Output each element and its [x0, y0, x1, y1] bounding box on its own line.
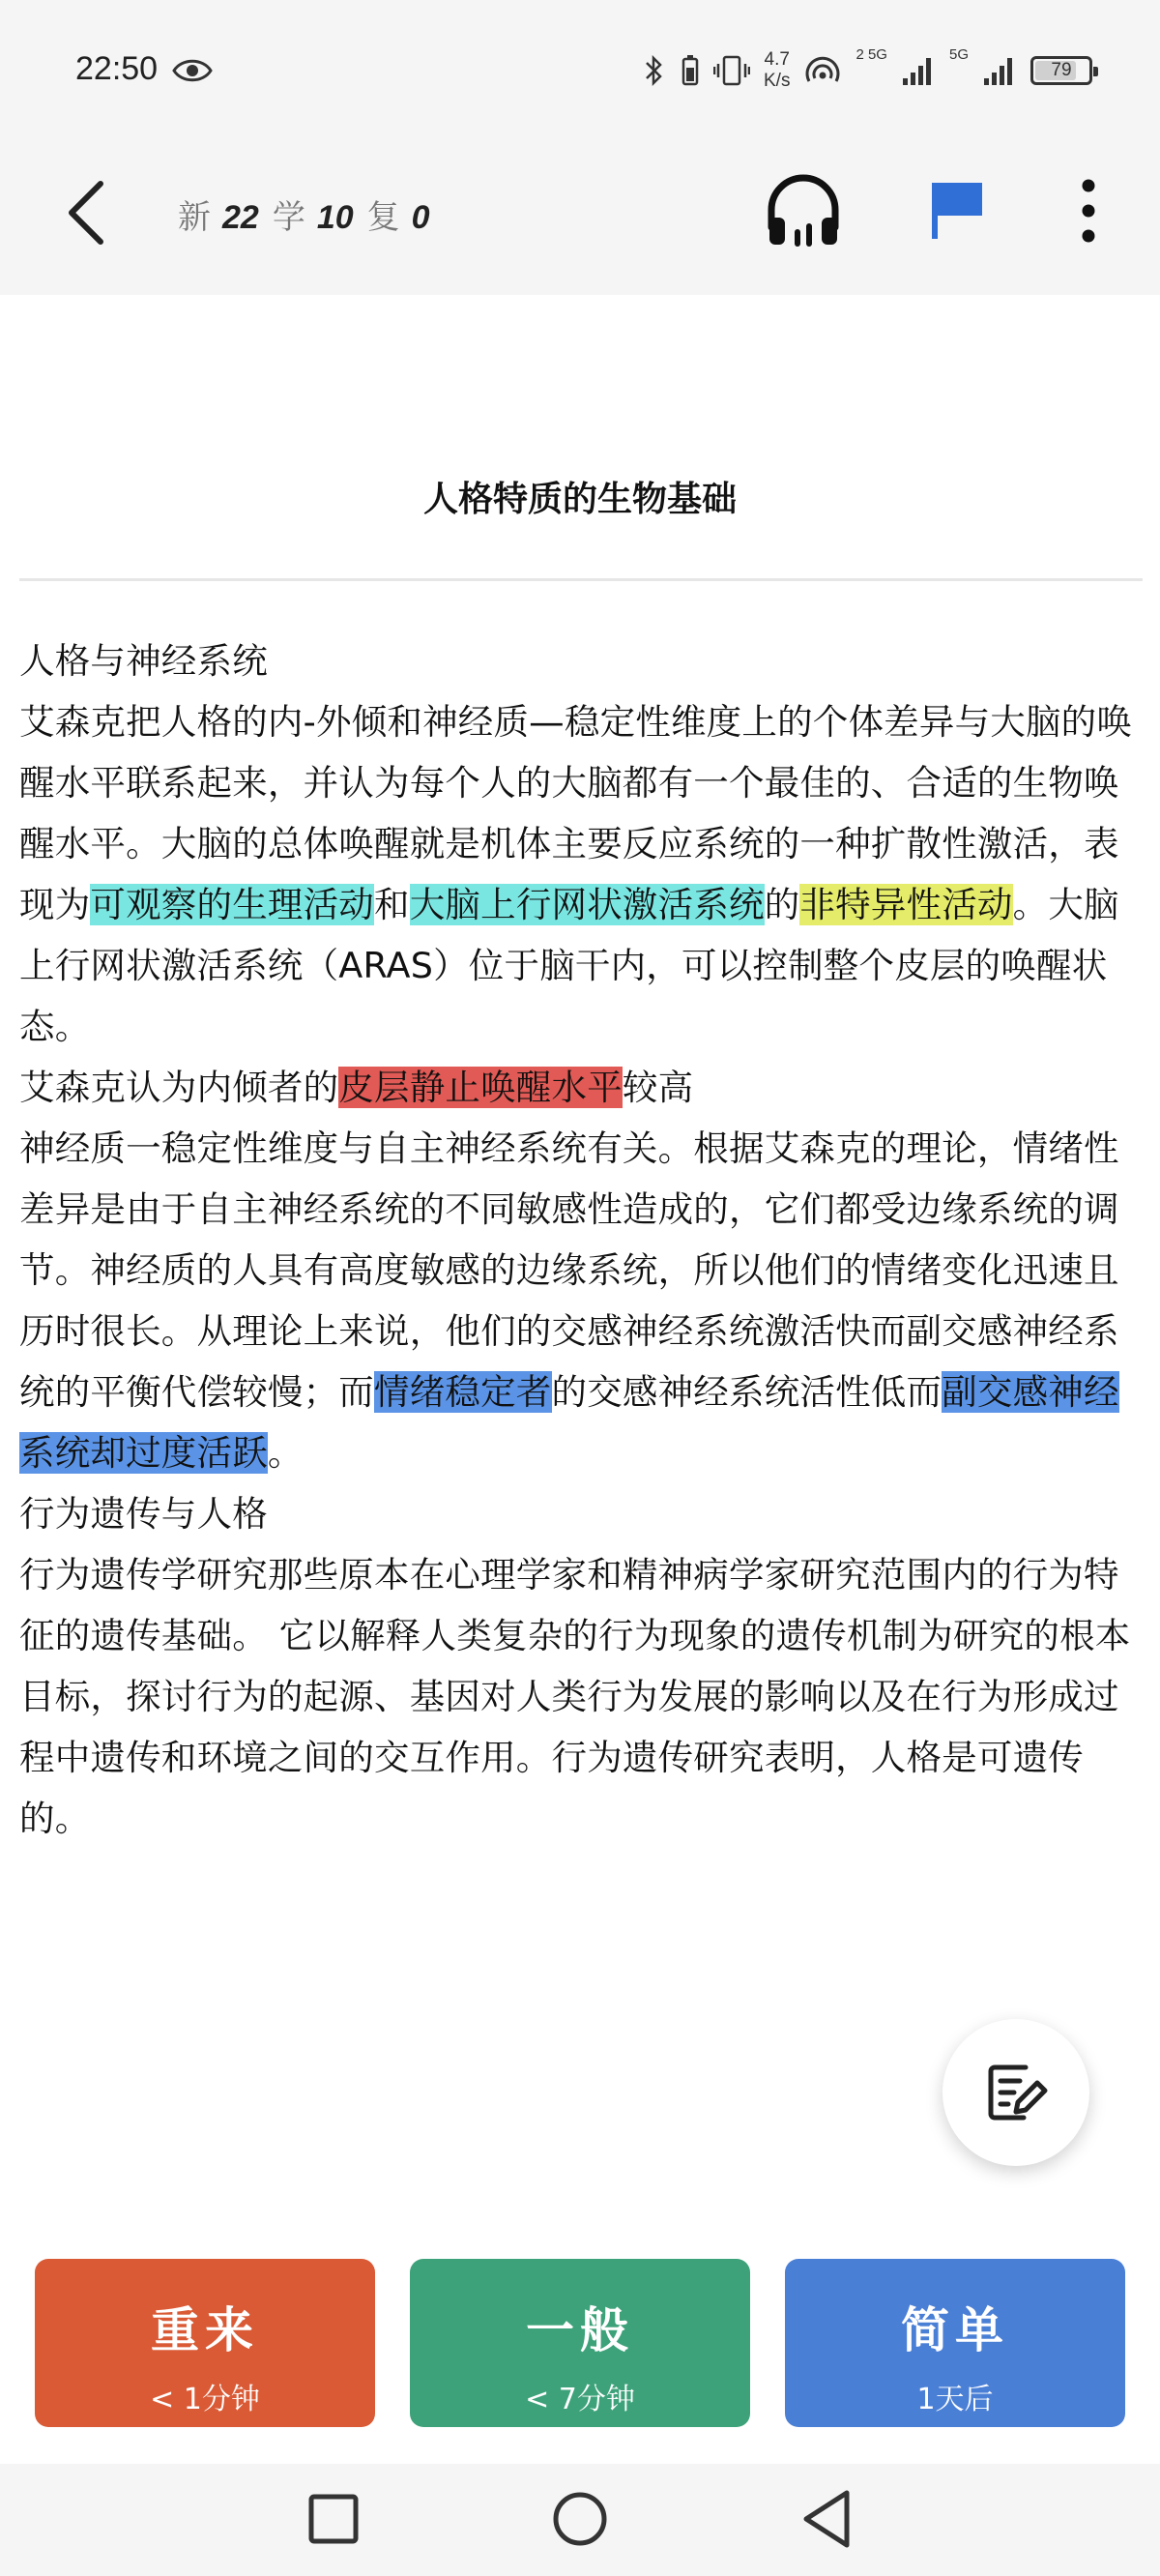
bluetooth-icon	[642, 54, 667, 87]
highlight-aras: 大脑上行网状激活系统	[409, 884, 765, 925]
chevron-left-icon	[72, 184, 101, 242]
paragraph-behavior-genetics: 行为遗传学研究那些原本在心理学家和精神病学家研究范围内的行为特征的遗传基础。 它以解释人类复杂的行为现象的遗传机制为研究的根本目标，探讨行为的起源、基因对人类行为发展的影响以及在行为形成过程中遗传和环境之间的交互作用。行为遗传研究表明，人格是可遗传的。	[19, 1554, 1131, 1839]
highlight-cortical-arousal: 皮层静止唤醒水平	[338, 1067, 623, 1108]
network-speed: 4.7 K/s	[764, 49, 791, 91]
status-indicators: 4.7 K/s 2 5G 5G 79	[642, 46, 1092, 95]
easy-button[interactable]	[785, 2259, 1125, 2427]
status-bar	[0, 0, 1160, 145]
review-label: 复	[366, 199, 400, 236]
eye-icon	[172, 56, 213, 85]
learn-count: 10	[316, 199, 354, 236]
edit-note-icon	[983, 2060, 1049, 2125]
vibrate-icon	[713, 54, 750, 87]
paragraph-introvert: 艾森克认为内倾者的皮层静止唤醒水平较高	[19, 1067, 694, 1108]
recents-button[interactable]	[300, 2485, 367, 2553]
new-count: 22	[222, 199, 259, 236]
more-vertical-icon[interactable]	[1069, 176, 1108, 246]
again-button[interactable]	[35, 2259, 375, 2427]
flag-icon	[932, 183, 938, 239]
divider	[19, 578, 1143, 581]
card-content	[19, 630, 1146, 1849]
card-title: 人格特质的生物基础	[422, 480, 737, 519]
good-interval: < 7分钟	[525, 2383, 635, 2416]
battery-indicator: 79	[1030, 56, 1092, 85]
signal-icon-2	[982, 55, 1017, 86]
again-interval: < 1分钟	[150, 2383, 260, 2416]
app-header	[0, 145, 1160, 295]
highlight-parasympathetic: 副交感神经系统却过度活跃	[19, 1371, 1119, 1474]
highlight-observable-activity: 可观察的生理活动	[90, 884, 375, 925]
highlight-emotional-stable: 情绪稳定者	[374, 1371, 552, 1413]
headphones-icon[interactable]	[764, 169, 843, 252]
easy-interval: 1天后	[916, 2383, 994, 2416]
edit-note-button[interactable]	[942, 2019, 1089, 2166]
again-label: 重来	[151, 2302, 259, 2358]
review-count: 0	[411, 199, 430, 236]
back-nav-button[interactable]	[793, 2485, 860, 2553]
status-time: 22:50	[75, 50, 159, 87]
new-label: 新	[178, 199, 211, 236]
easy-label: 简单	[901, 2302, 1009, 2358]
home-button[interactable]	[546, 2485, 614, 2553]
section-heading-neural: 人格与神经系统	[19, 640, 268, 682]
learn-label: 学	[272, 199, 305, 236]
signal-icon	[901, 55, 936, 86]
good-button[interactable]	[410, 2259, 750, 2427]
flag-button[interactable]	[928, 179, 988, 241]
study-counters	[178, 190, 444, 238]
good-label: 一般	[526, 2302, 634, 2358]
highlight-nonspecific-activity: 非特异性活动	[799, 884, 1013, 925]
section-heading-genetics: 行为遗传与人格	[19, 1493, 268, 1535]
battery-saver-icon	[681, 54, 700, 87]
paragraph-eysenck-arousal: 艾森克把人格的内-外倾和神经质—稳定性维度上的个体差异与大脑的唤醒水平联系起来，并认为每个人的大脑都有一个最佳的、合适的生物唤醒水平。大脑的总体唤醒就是机体主要反应系统的一种扩散性激活，表现为可观察的生理活动和大脑上行网状激活系统的非特异性活动。大脑上行网状激活系统（ARAS）位于脑干内，可以控制整个皮层的唤醒状态。	[19, 701, 1133, 1047]
system-nav-bar	[0, 2464, 1160, 2576]
paragraph-neuroticism: 神经质一稳定性维度与自主神经系统有关。根据艾森克的理论，情绪性差异是由于自主神经系统的不同敏感性造成的，它们都受边缘系统的调节。神经质的人具有高度敏感的边缘系统，所以他们的情绪变化迅速且历时很长。从理论上来说，他们的交感神经系统激活快而副交感神经系统的平衡代偿较慢；而情绪稳定者的交感神经系统活性低而副交感神经系统却过度活跃。	[19, 1127, 1119, 1474]
back-button[interactable]	[56, 174, 118, 251]
hotspot-icon	[803, 54, 842, 87]
